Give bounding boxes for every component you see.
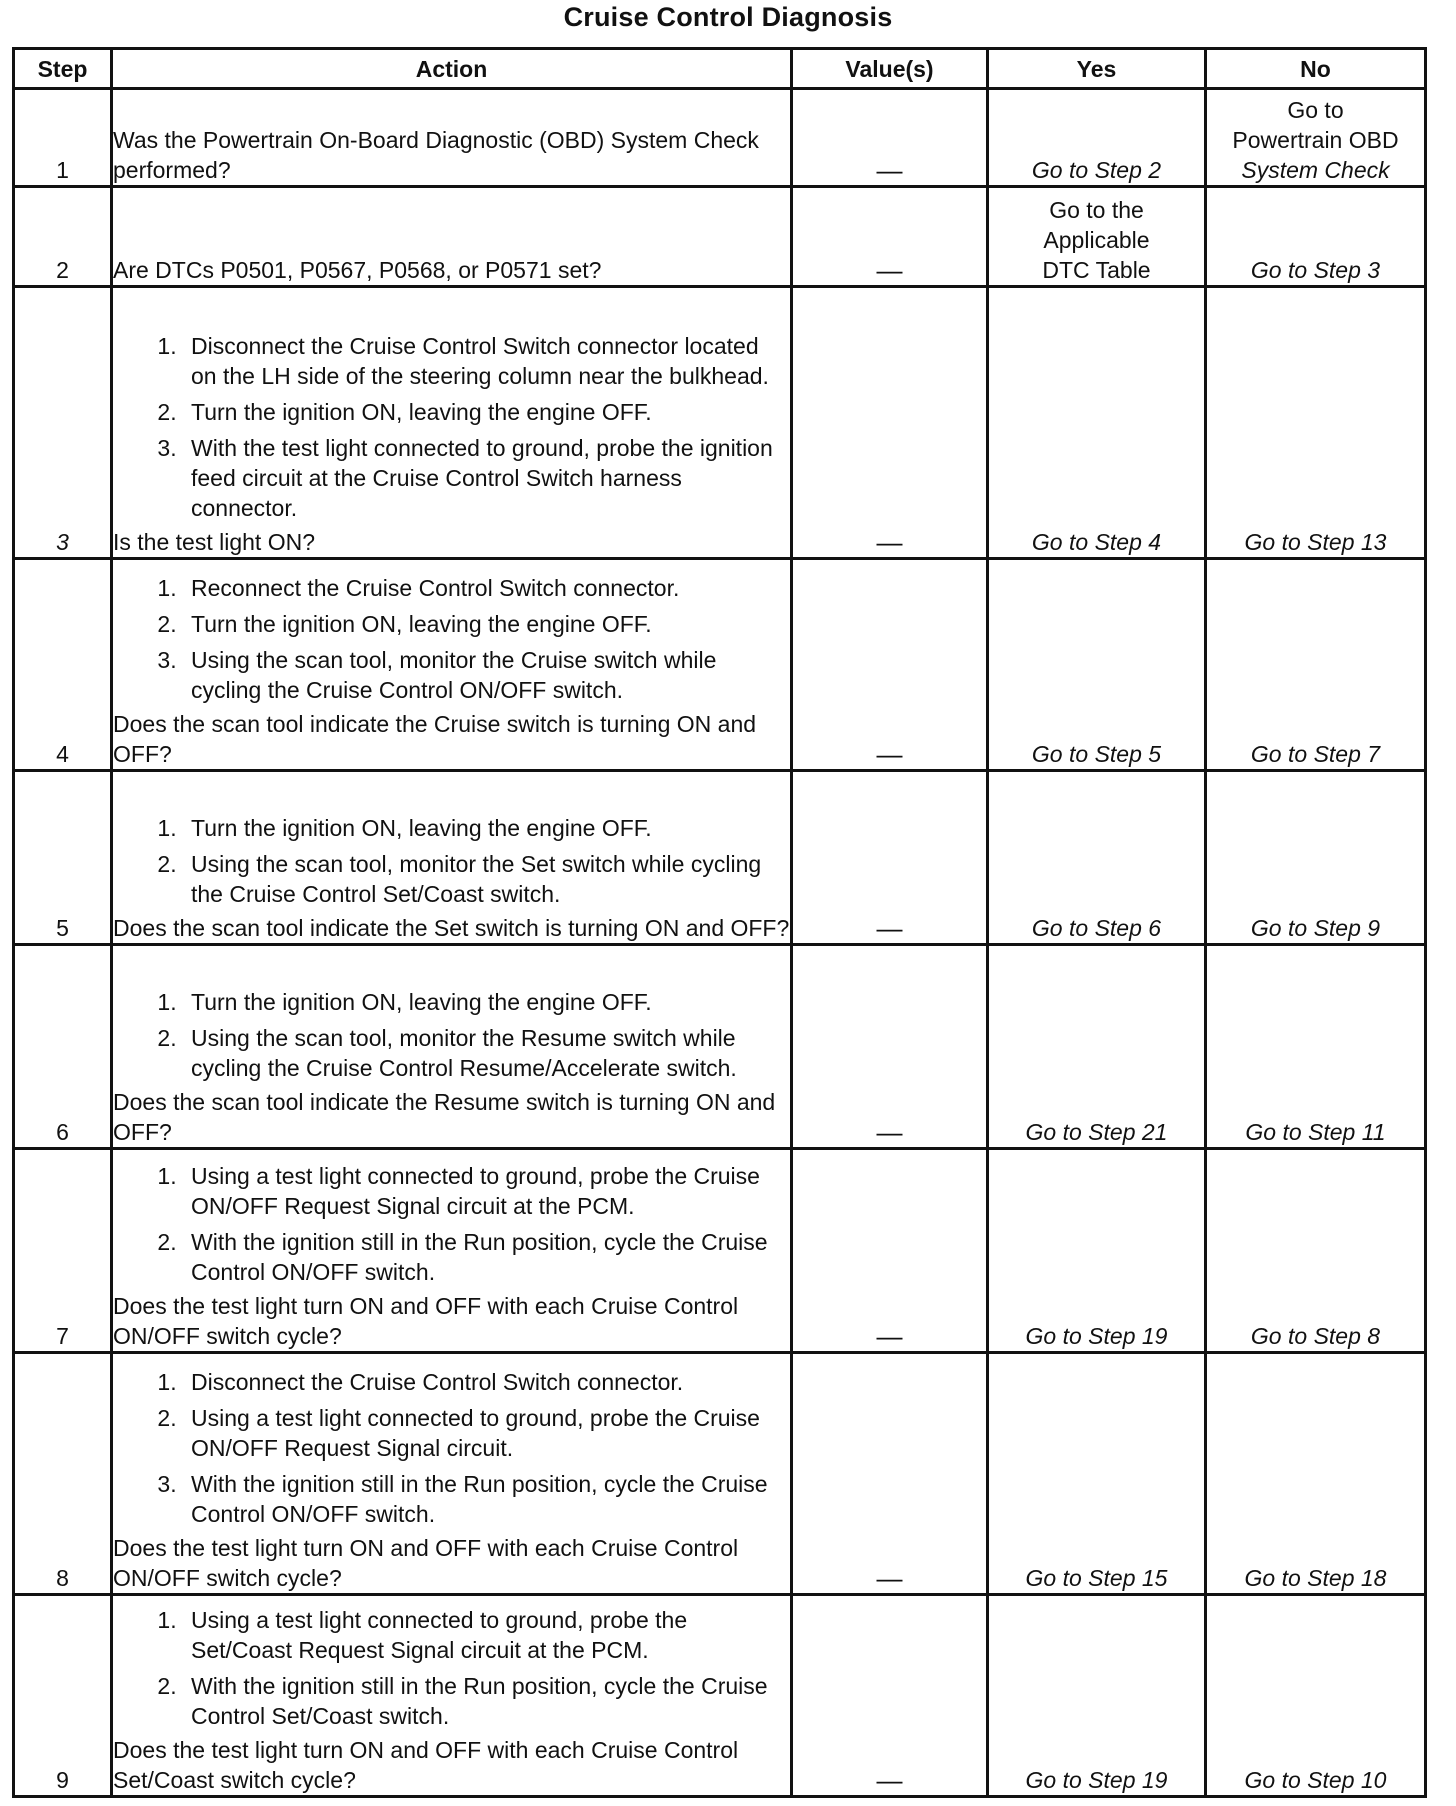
value-cell: — [792, 945, 988, 1149]
no-cell: Go to Step 8 [1206, 1149, 1426, 1353]
header-no: No [1206, 49, 1426, 89]
action-cell [112, 187, 792, 287]
action-cell [112, 1353, 792, 1595]
page-title: Cruise Control Diagnosis [563, 2, 893, 32]
table-row [14, 287, 1426, 559]
table-row [14, 1149, 1426, 1353]
yes-cell: Go to Step 19 [988, 1149, 1206, 1353]
action-steps [113, 1161, 790, 1287]
action-question: Does the scan tool indicate the Resume switch is turning ON and OFF? [113, 1089, 776, 1145]
yes-line: DTC Table [1042, 257, 1151, 283]
table-row [14, 187, 1426, 287]
step-number: 5 [14, 771, 112, 945]
action-cell [112, 559, 792, 771]
yes-line: Applicable [1043, 227, 1150, 253]
action-steps [113, 331, 790, 523]
action-step-item: 1. Disconnect the Cruise Control Switch connector. [183, 1367, 790, 1397]
action-question: Does the scan tool indicate the Set switch is turning ON and OFF? [113, 915, 790, 941]
no-line: Powertrain OBD [1232, 127, 1399, 153]
no-cell: Go to Step 9 [1206, 771, 1426, 945]
no-cell: Go to Step 11 [1206, 945, 1426, 1149]
no-cell: Go to Step 10 [1206, 1595, 1426, 1797]
yes-cell: Go to Step 5 [988, 559, 1206, 771]
value-cell: — [792, 559, 988, 771]
action-question: Are DTCs P0501, P0567, P0568, or P0571 set? [113, 257, 602, 283]
table-header-row [14, 49, 1426, 89]
action-step-item: 1. Using a test light connected to ground, probe the Set/Coast Request Signal circuit at the PCM. [183, 1605, 790, 1665]
step-number: 3 [14, 287, 112, 559]
action-question: Was the Powertrain On-Board Diagnostic (OBD) System Check performed? [113, 127, 759, 183]
action-step-item: 2. With the ignition still in the Run position, cycle the Cruise Control ON/OFF switch. [183, 1227, 790, 1287]
action-question: Does the test light turn ON and OFF with each Cruise Control ON/OFF switch cycle? [113, 1293, 739, 1349]
step-number: 9 [14, 1595, 112, 1797]
no-cell: Go to Step 7 [1206, 559, 1426, 771]
step-number: 2 [14, 187, 112, 287]
header-step: Step [14, 49, 112, 89]
action-cell [112, 89, 792, 187]
table-row [14, 771, 1426, 945]
action-step-item: 1. Turn the ignition ON, leaving the engine OFF. [183, 987, 790, 1017]
table-row [14, 1353, 1426, 1595]
action-step-item: 2. With the ignition still in the Run position, cycle the Cruise Control Set/Coast switch. [183, 1671, 790, 1731]
step-number: 8 [14, 1353, 112, 1595]
action-question: Does the test light turn ON and OFF with each Cruise Control Set/Coast switch cycle? [113, 1737, 739, 1793]
action-step-item: 2. Using a test light connected to ground, probe the Cruise ON/OFF Request Signal circuit. [183, 1403, 790, 1463]
action-cell [112, 1149, 792, 1353]
step-number: 7 [14, 1149, 112, 1353]
header-action: Action [112, 49, 792, 89]
action-steps [113, 987, 790, 1083]
step-number: 1 [14, 89, 112, 187]
header-yes: Yes [988, 49, 1206, 89]
table-row [14, 559, 1426, 771]
value-cell: — [792, 1595, 988, 1797]
value-cell: — [792, 89, 988, 187]
no-cell: Go to Step 18 [1206, 1353, 1426, 1595]
value-cell: — [792, 187, 988, 287]
yes-cell: Go to Step 15 [988, 1353, 1206, 1595]
action-steps [113, 1605, 790, 1731]
yes-cell: Go to Step 21 [988, 945, 1206, 1149]
action-steps [113, 573, 790, 705]
action-step-item: 3. Using the scan tool, monitor the Cruise switch while cycling the Cruise Control ON/OFF switch. [183, 645, 790, 705]
action-step-item: 3. With the ignition still in the Run position, cycle the Cruise Control ON/OFF switch. [183, 1469, 790, 1529]
yes-cell [988, 187, 1206, 287]
no-cell: Go to Step 13 [1206, 287, 1426, 559]
yes-cell: Go to Step 2 [988, 89, 1206, 187]
no-cell: Go to Step 3 [1206, 187, 1426, 287]
yes-cell: Go to Step 19 [988, 1595, 1206, 1797]
yes-cell: Go to Step 4 [988, 287, 1206, 559]
step-number: 4 [14, 559, 112, 771]
no-line: Go to [1287, 97, 1344, 123]
action-question: Does the test light turn ON and OFF with each Cruise Control ON/OFF switch cycle? [113, 1535, 739, 1591]
value-cell: — [792, 771, 988, 945]
value-cell: — [792, 287, 988, 559]
action-step-item: 2. Turn the ignition ON, leaving the engine OFF. [183, 397, 790, 427]
yes-cell: Go to Step 6 [988, 771, 1206, 945]
action-cell [112, 287, 792, 559]
action-cell [112, 1595, 792, 1797]
table-row [14, 1595, 1426, 1797]
action-step-item: 1. Reconnect the Cruise Control Switch connector. [183, 573, 790, 603]
value-cell: — [792, 1353, 988, 1595]
yes-line: Go to the [1049, 197, 1144, 223]
table-row [14, 945, 1426, 1149]
action-step-item: 3. With the test light connected to ground, probe the ignition feed circuit at the Cruise Control Switch harness connector. [183, 433, 790, 523]
action-step-item: 2. Using the scan tool, monitor the Resume switch while cycling the Cruise Control Resume/Accelerate switch. [183, 1023, 790, 1083]
action-step-item: 2. Turn the ignition ON, leaving the engine OFF. [183, 609, 790, 639]
action-step-item: 1. Turn the ignition ON, leaving the engine OFF. [183, 813, 790, 843]
action-question: Is the test light ON? [113, 529, 315, 555]
no-cell [1206, 89, 1426, 187]
action-cell [112, 945, 792, 1149]
action-step-item: 2. Using the scan tool, monitor the Set switch while cycling the Cruise Control Set/Coast switch. [183, 849, 790, 909]
action-step-item: 1. Using a test light connected to ground, probe the Cruise ON/OFF Request Signal circuit at the PCM. [183, 1161, 790, 1221]
action-steps [113, 813, 790, 909]
diagnosis-table [12, 47, 1427, 1798]
action-cell [112, 771, 792, 945]
step-number: 6 [14, 945, 112, 1149]
header-values: Value(s) [792, 49, 988, 89]
action-step-item: 1. Disconnect the Cruise Control Switch connector located on the LH side of the steering column near the bulkhead. [183, 331, 790, 391]
no-line: System Check [1241, 157, 1390, 183]
value-cell: — [792, 1149, 988, 1353]
action-question: Does the scan tool indicate the Cruise switch is turning ON and OFF? [113, 711, 757, 767]
table-row [14, 89, 1426, 187]
action-steps [113, 1367, 790, 1529]
